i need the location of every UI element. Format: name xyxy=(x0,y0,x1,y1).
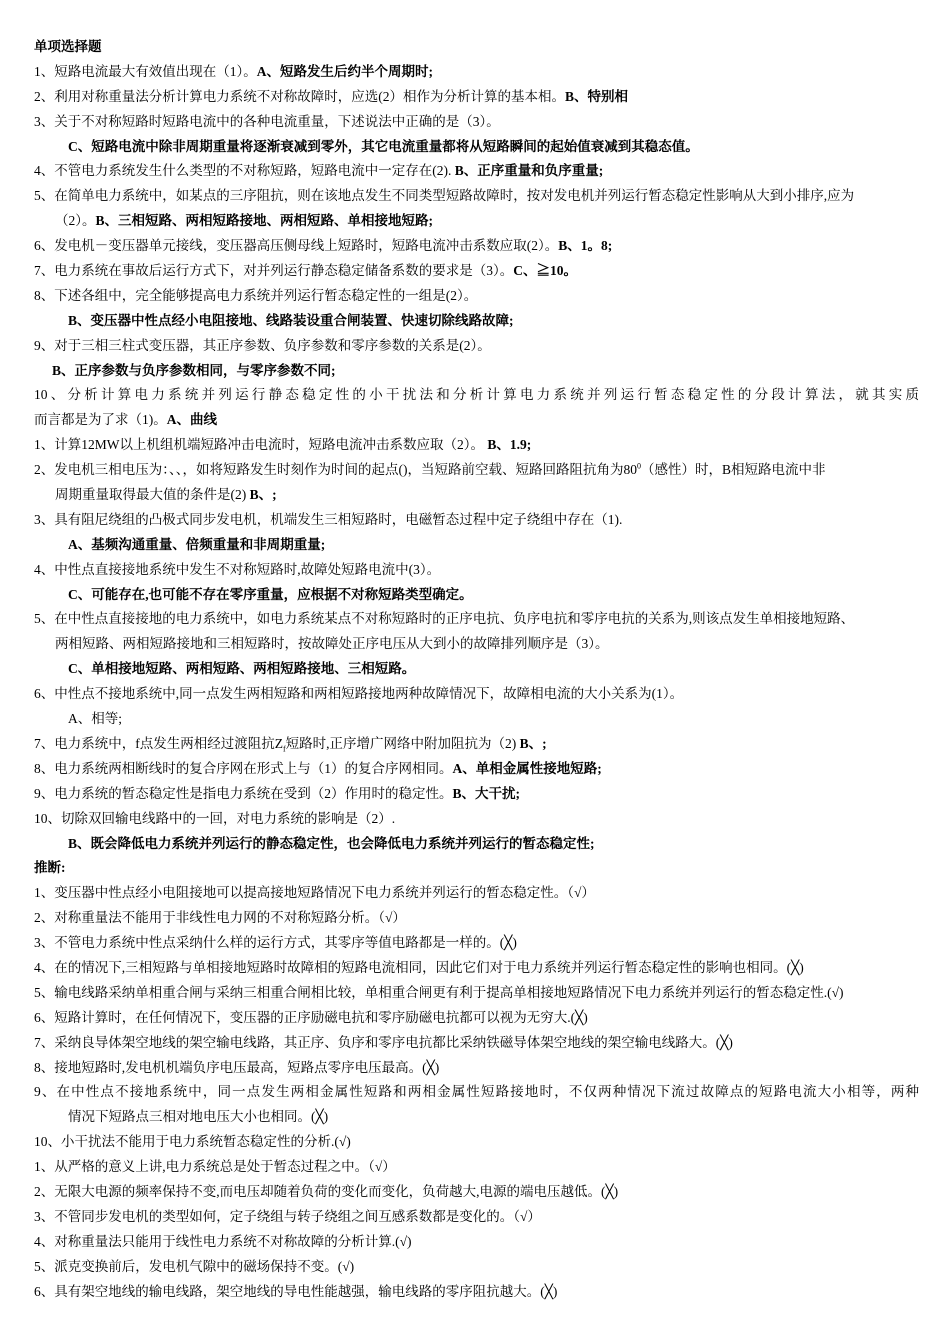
line-text: 5、派克变换前后，发电机气隙中的磁场保持不变。(√) xyxy=(34,1258,355,1274)
text-line xyxy=(34,284,919,309)
text-line xyxy=(34,35,919,60)
line-text: 推断: xyxy=(34,860,66,876)
text-line xyxy=(34,682,919,707)
text-line xyxy=(34,309,919,334)
text-line xyxy=(34,483,919,508)
line-text: B、变压器中性点经小电阻接地、线路装设重合闸装置、快速切除线路故障; xyxy=(68,312,514,328)
line-text: 2、发电机三相电压为：、、，如将短路发生时刻作为时间的起点()，当短路前空载、短路回路阻抗角为80 xyxy=(34,462,637,478)
line-text: 5、在简单电力系统中，如某点的三序阻抗，则在该地点发生不同类型短路故障时，按对发电机并列运行暂态稳定性影响从大到小排序,应为 xyxy=(34,188,855,204)
line-text: 10、切除双回输电线路中的一回，对电力系统的影响是（2）. xyxy=(34,810,396,826)
text-line xyxy=(34,732,919,757)
text-line xyxy=(34,707,919,732)
line-text: 10、小干扰法不能用于电力系统暂态稳定性的分析.(√) xyxy=(34,1134,351,1150)
text-line xyxy=(34,956,919,981)
superscript: 0 xyxy=(637,461,641,471)
text-line xyxy=(34,558,919,583)
text-line xyxy=(34,458,919,483)
text-line xyxy=(34,433,919,458)
text-line xyxy=(34,607,919,632)
subscript: f xyxy=(283,744,286,754)
text-line xyxy=(34,931,919,956)
text-line xyxy=(34,1280,919,1305)
text-line xyxy=(34,1230,919,1255)
text-line xyxy=(34,906,919,931)
answer-text: B、三相短路、两相短路接地、两相短路、单相接地短路; xyxy=(95,213,433,229)
line-text: 7、采纳良导体架空地线的架空输电线路，其正序、负序和零序电抗都比采纳铁磁导体架空地线的架空输电线路大。(╳) xyxy=(34,1034,733,1050)
text-line xyxy=(34,408,919,433)
line-text-continued: 短路时,正序增广网络中附加阻抗为（2) xyxy=(285,735,520,751)
line-text: B、既会降低电力系统并列运行的静态稳定性，也会降低电力系统并列运行的暂态稳定性; xyxy=(68,835,595,851)
line-text: 3、关于不对称短路时短路电流中的各种电流重量，下述说法中正确的是（3）。 xyxy=(34,113,500,129)
text-line xyxy=(34,533,919,558)
line-text: C、单相接地短路、两相短路、两相短路接地、三相短路。 xyxy=(68,661,416,677)
line-text: C、短路电流中除非周期重量将逐渐衰减到零外，其它电流重量都将从短路瞬间的起始值衰减到其稳态值。 xyxy=(68,138,699,154)
text-line xyxy=(34,856,919,881)
text-line xyxy=(34,807,919,832)
text-line xyxy=(34,981,919,1006)
line-text: 4、不管电力系统发生什么类型的不对称短路，短路电流中一定存在(2). xyxy=(34,163,455,179)
text-line xyxy=(34,583,919,608)
line-text: 7、电力系统在事故后运行方式下，对并列运行静态稳定储备系数的要求是（3）。 xyxy=(34,263,514,279)
line-text: 单项选择题 xyxy=(34,39,102,54)
text-line xyxy=(34,1006,919,1031)
text-line xyxy=(34,209,919,234)
text-line xyxy=(34,657,919,682)
text-line xyxy=(34,60,919,85)
answer-text: C、≧10。 xyxy=(513,263,577,279)
line-text: 1、变压器中性点经小电阻接地可以提高接地短路情况下电力系统并列运行的暂态稳定性。（√） xyxy=(34,885,595,901)
text-line xyxy=(34,508,919,533)
answer-text: B、正序重量和负序重量; xyxy=(454,163,604,179)
answer-text: A、短路发生后约半个周期时; xyxy=(256,63,433,79)
text-line xyxy=(34,334,919,359)
line-text: 两相短路、两相短路接地和三相短路时，按故障处正序电压从大到小的故障排列顺序是（3）。 xyxy=(55,636,609,652)
answer-text: B、特别相 xyxy=(565,88,629,104)
answer-text: B、大干扰; xyxy=(452,785,520,801)
line-text: 2、利用对称重量法分析计算电力系统不对称故障时，应选(2）相作为分析计算的基本相。 xyxy=(34,88,565,104)
line-text: 1、短路电流最大有效值出现在（1）。 xyxy=(34,63,257,79)
line-text: 而言都是为了求（1)。 xyxy=(34,412,167,428)
text-line xyxy=(34,881,919,906)
line-text: 2、无限大电源的频率保持不变,而电压却随着负荷的变化而变化，负荷越大,电源的端电压越低。(╳) xyxy=(34,1183,619,1199)
line-text: C、可能存在,也可能不存在零序重量，应根据不对称短路类型确定。 xyxy=(68,586,473,602)
line-text: 4、对称重量法只能用于线性电力系统不对称故障的分析计算.(√) xyxy=(34,1233,412,1249)
text-line xyxy=(34,1130,919,1155)
answer-text: B、; xyxy=(519,735,547,751)
text-line xyxy=(34,782,919,807)
line-text: 8、电力系统两相断线时的复合序网在形式上与（1）的复合序网相同。 xyxy=(34,760,453,776)
text-line xyxy=(34,632,919,657)
line-text: A、相等; xyxy=(68,711,122,727)
line-text: B、正序参数与负序参数相同，与零序参数不同; xyxy=(52,362,336,378)
text-line xyxy=(34,110,919,135)
text-line xyxy=(34,159,919,184)
text-line xyxy=(34,832,919,857)
text-line xyxy=(34,1255,919,1280)
line-text: 1、从严格的意义上讲,电力系统总是处于暂态过程之中。（√） xyxy=(34,1159,396,1175)
line-text: 6、中性点不接地系统中,同一点发生两相短路和两相短路接地两种故障情况下，故障相电流的大小关系为(1）。 xyxy=(34,686,684,702)
line-text: 周期重量取得最大值的条件是(2) xyxy=(55,487,250,503)
text-line xyxy=(34,259,919,284)
line-text: 7、电力系统中，f点发生两相经过渡阻抗Z xyxy=(34,735,283,751)
line-text: （2）。 xyxy=(55,213,96,229)
text-line xyxy=(34,1155,919,1180)
line-text: 2、对称重量法不能用于非线性电力网的不对称短路分析。（√） xyxy=(34,910,406,926)
text-line xyxy=(34,757,919,782)
line-text: A、基频沟通重量、倍频重量和非周期重量; xyxy=(68,536,326,552)
line-text: 6、发电机－变压器单元接线，变压器高压侧母线上短路时，短路电流冲击系数应取(2）。 xyxy=(34,238,559,254)
text-line xyxy=(34,1180,919,1205)
text-line xyxy=(34,135,919,160)
text-line xyxy=(34,85,919,110)
text-line xyxy=(34,1031,919,1056)
line-text: 10、分析计算电力系统并列运行静态稳定性的小干扰法和分析计算电力系统并列运行暂态稳定性的分段计算法，就其实质 xyxy=(34,387,919,403)
line-text: 1、计算12MW以上机组机端短路冲击电流时，短路电流冲击系数应取（2）。 xyxy=(34,437,488,453)
answer-text: A、曲线 xyxy=(166,412,217,428)
document-body xyxy=(34,35,919,1304)
line-text: 6、短路计算时，在任何情况下，变压器的正序励磁电抗和零序励磁电抗都可以视为无穷大.(╳) xyxy=(34,1009,588,1025)
text-line xyxy=(34,1080,919,1105)
text-line xyxy=(34,1056,919,1081)
line-text: 9、在中性点不接地系统中，同一点发生两相金属性短路和两相金属性短路接地时，不仅两种情况下流过故障点的短路电流大小相等，两种 xyxy=(34,1084,919,1100)
line-text: 9、电力系统的暂态稳定性是指电力系统在受到（2）作用时的稳定性。 xyxy=(34,785,453,801)
text-line xyxy=(34,1205,919,1230)
text-line xyxy=(34,234,919,259)
line-text: 3、不管同步发电机的类型如何，定子绕组与转子绕组之间互感系数都是变化的。（√） xyxy=(34,1208,541,1224)
line-text: 8、接地短路时,发电机机端负序电压最高，短路点零序电压最高。(╳) xyxy=(34,1059,440,1075)
line-text: 3、不管电力系统中性点采纳什么样的运行方式，其零序等值电路都是一样的。(╳) xyxy=(34,935,517,951)
text-line xyxy=(34,383,919,408)
answer-text: B、1.9; xyxy=(487,437,532,453)
line-text: 3、具有阻尼绕组的凸极式同步发电机，机端发生三相短路时，电磁暂态过程中定子绕组中存在（1). xyxy=(34,511,623,527)
line-text-continued: （感性）时，B相短路电流中非 xyxy=(641,462,826,478)
answer-text: B、; xyxy=(249,487,277,503)
line-text: 情况下短路点三相对地电压大小也相同。(╳) xyxy=(68,1109,329,1125)
line-text: 5、输电线路采纳单相重合闸与采纳三相重合闸相比较，单相重合闸更有利于提高单相接地短路情况下电力系统并列运行的暂态稳定性.(√) xyxy=(34,984,844,1000)
answer-text: A、单相金属性接地短路; xyxy=(452,760,602,776)
line-text: 9、对于三相三柱式变压器，其正序参数、负序参数和零序参数的关系是(2）。 xyxy=(34,337,491,353)
line-text: 6、具有架空地线的输电线路，架空地线的导电性能越强，输电线路的零序阻抗越大。(╳) xyxy=(34,1283,558,1299)
text-line xyxy=(34,359,919,384)
answer-text: B、1。8; xyxy=(558,238,613,254)
line-text: 5、在中性点直接接地的电力系统中，如电力系统某点不对称短路时的正序电抗、负序电抗和零序电抗的关系为,则该点发生单相接地短路、 xyxy=(34,611,855,627)
line-text: 8、下述各组中，完全能够提高电力系统并列运行暂态稳定性的一组是(2）。 xyxy=(34,287,478,303)
line-text: 4、在的情况下,三相短路与单相接地短路时故障相的短路电流相同，因此它们对于电力系统并列运行暂态稳定性的影响也相同。(╳) xyxy=(34,959,804,975)
line-text: 4、中性点直接接地系统中发生不对称短路时,故障处短路电流中(3）。 xyxy=(34,561,441,577)
text-line xyxy=(34,1105,919,1130)
text-line xyxy=(34,184,919,209)
